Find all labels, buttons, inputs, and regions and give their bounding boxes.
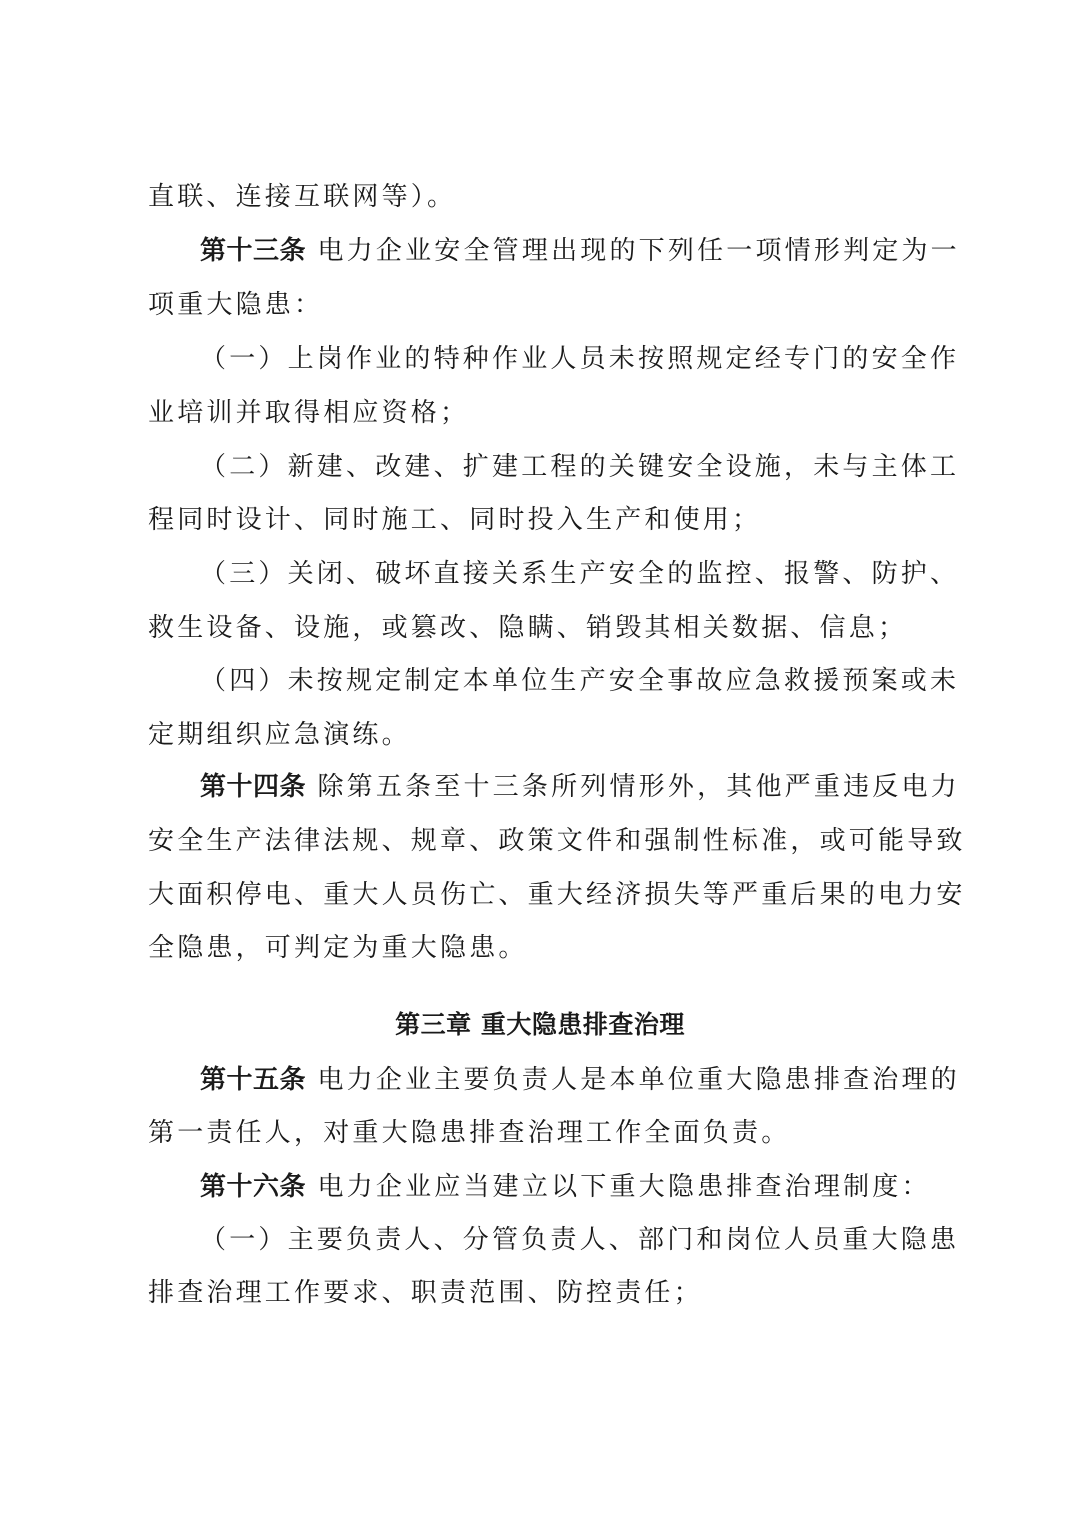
article-line (200, 231, 990, 271)
line-text: 电力企业应当建立以下重大隐患排查治理制度： (306, 1172, 931, 1202)
paragraph-line (148, 608, 938, 648)
paragraph-line (200, 1220, 990, 1260)
line-text: 定期组织应急演练。 (148, 720, 411, 750)
line-text: （一）主要负责人、分管负责人、部门和岗位人员重大隐患 (200, 1225, 960, 1255)
line-text: 直联、连接互联网等）。 (148, 182, 457, 212)
line-text: 除第五条至十三条所列情形外，其他严重违反电力 (306, 772, 960, 802)
line-text: （二）新建、改建、扩建工程的关键安全设施，未与主体工 (200, 452, 960, 482)
line-text: 救生设备、设施，或篡改、隐瞒、销毁其相关数据、信息； (148, 613, 908, 643)
line-text: 大面积停电、重大人员伤亡、重大经济损失等严重后果的电力安 (148, 880, 966, 910)
line-text: （三）关闭、破坏直接关系生产安全的监控、报警、防护、 (200, 559, 960, 589)
article-line (200, 1060, 990, 1100)
line-text: 全隐患，可判定为重大隐患。 (148, 933, 528, 963)
paragraph-line (200, 554, 990, 594)
article-number: 第十四条 (200, 772, 307, 802)
paragraph-line (148, 821, 966, 861)
paragraph-line (148, 285, 938, 325)
line-text: （四）未按规定制定本单位生产安全事故应急救援预案或未 (200, 666, 960, 696)
paragraph-line (148, 875, 966, 915)
chapter-heading: 第三章 重大隐患排查治理 (395, 1010, 685, 1039)
article-number: 第十三条 (200, 236, 307, 266)
article-number: 第十五条 (200, 1065, 307, 1095)
article-line (200, 767, 990, 807)
line-text: 第一责任人，对重大隐患排查治理工作全面负责。 (148, 1118, 791, 1148)
paragraph-line (148, 393, 938, 433)
article-line (200, 1167, 990, 1207)
paragraph-line (200, 339, 990, 379)
paragraph-line (200, 661, 990, 701)
line-text: 安全生产法律法规、规章、政策文件和强制性标准，或可能导致 (148, 826, 966, 856)
paragraph-line (148, 177, 938, 217)
paragraph-line (148, 500, 938, 540)
paragraph-line (200, 447, 990, 487)
paragraph-line (148, 1273, 938, 1313)
paragraph-line (148, 715, 938, 755)
line-text: 电力企业安全管理出现的下列任一项情形判定为一 (306, 236, 960, 266)
paragraph-line (148, 928, 938, 968)
line-text: 程同时设计、同时施工、同时投入生产和使用； (148, 505, 762, 535)
line-text: （一）上岗作业的特种作业人员未按照规定经专门的安全作 (200, 344, 960, 374)
paragraph-line (148, 1113, 938, 1153)
line-text: 排查治理工作要求、职责范围、防控责任； (148, 1278, 703, 1308)
line-text: 项重大隐患： (148, 290, 324, 320)
line-text: 业培训并取得相应资格； (148, 398, 470, 428)
line-text: 电力企业主要负责人是本单位重大隐患排查治理的 (306, 1065, 960, 1095)
article-number: 第十六条 (200, 1172, 307, 1202)
